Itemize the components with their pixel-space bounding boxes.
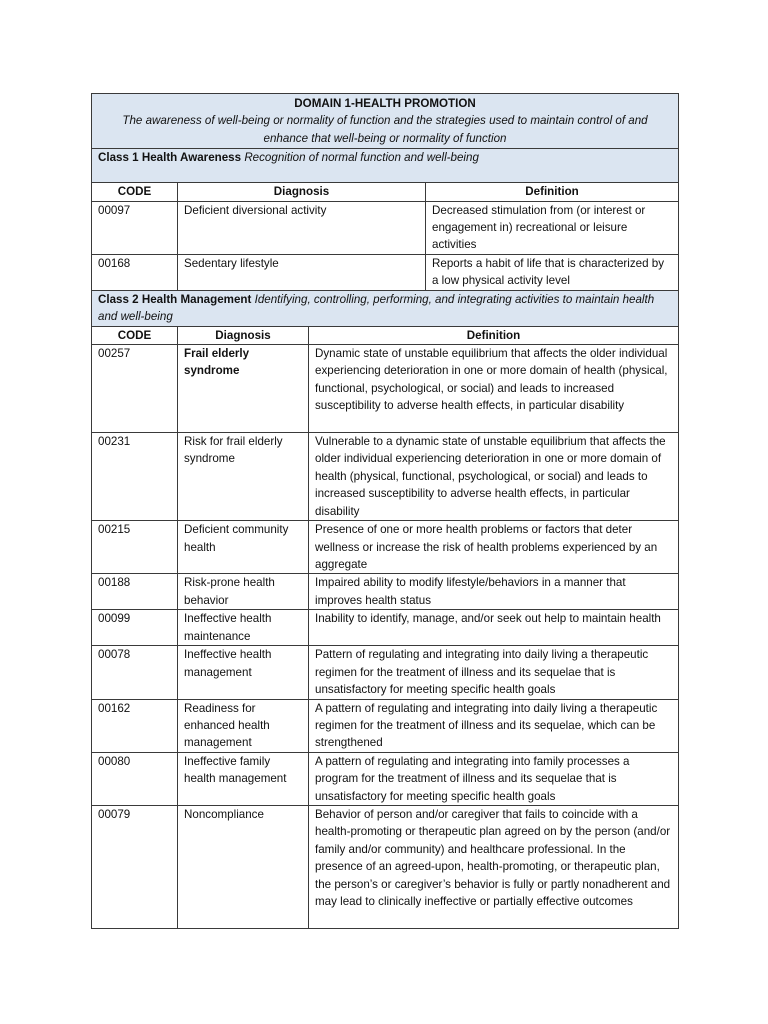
class1-col-definition: Definition <box>426 183 679 201</box>
class2-header <box>92 290 679 326</box>
table-row <box>92 345 679 433</box>
row-definition: Pattern of regulating and integrating into daily living a therapeutic regimen for the treatment of illness and its sequelae that is unsatisfactory for meeting specific health goals <box>309 646 679 699</box>
class1-col-code: CODE <box>92 183 178 201</box>
table-row <box>92 521 679 574</box>
class1-table <box>91 93 679 291</box>
class1-header <box>92 149 679 183</box>
row-diagnosis: Ineffective family health management <box>178 752 309 805</box>
row-definition: Reports a habit of life that is characterized by a low physical activity level <box>426 254 679 290</box>
row-code: 00079 <box>92 805 178 928</box>
class2-col-definition: Definition <box>309 326 679 344</box>
class1-col-diagnosis: Diagnosis <box>178 183 426 201</box>
table-row <box>92 254 679 290</box>
row-code: 00162 <box>92 699 178 752</box>
row-definition: Behavior of person and/or caregiver that fails to coincide with a health-promoting or therapeutic plan agreed on by the person (and/or family and/or community) and healthcare professional. In the presence of an agreed-upon, health-promoting, or therapeutic plan, the person’s or caregiver’s behavior is fully or partly nonadherent and may lead to clinically ineffective or partially effective outcomes <box>309 805 679 928</box>
row-definition: A pattern of regulating and integrating into family processes a program for the treatment of illness and its sequelae that is unsatisfactory for meeting specific health goals <box>309 752 679 805</box>
row-diagnosis: Sedentary lifestyle <box>178 254 426 290</box>
class2-table <box>91 290 679 929</box>
row-definition: Vulnerable to a dynamic state of unstable equilibrium that affects the older individual experiencing deterioration in one or more domain of health (physical, functional, psychological, or social) and leads to increased susceptibility to adverse health effects, in particular disability <box>309 433 679 521</box>
class1-description: Recognition of normal function and well-being <box>244 151 479 165</box>
table-row <box>92 574 679 610</box>
row-diagnosis: Risk for frail elderly syndrome <box>178 433 309 521</box>
domain-description: The awareness of well-being or normality of function and the strategies used to maintain control of and enhance that well-being or normality of function <box>122 114 648 145</box>
row-code: 00097 <box>92 201 178 254</box>
class1-label: Class 1 Health Awareness <box>98 151 242 165</box>
domain-header <box>92 94 679 149</box>
row-diagnosis: Risk-prone health behavior <box>178 574 309 610</box>
table-row <box>92 699 679 752</box>
row-diagnosis: Deficient community health <box>178 521 309 574</box>
nanda-domain-table-page <box>91 93 678 929</box>
table-row <box>92 805 679 928</box>
row-code: 00078 <box>92 646 178 699</box>
table-row <box>92 201 679 254</box>
class2-label: Class 2 Health Management <box>98 292 252 306</box>
row-code: 00215 <box>92 521 178 574</box>
row-definition: A pattern of regulating and integrating into daily living a therapeutic regimen for the treatment of illness and its sequelae, which can be strengthened <box>309 699 679 752</box>
class2-col-diagnosis: Diagnosis <box>178 326 309 344</box>
row-diagnosis: Ineffective health maintenance <box>178 610 309 646</box>
row-definition: Inability to identify, manage, and/or seek out help to maintain health <box>309 610 679 646</box>
table-row <box>92 752 679 805</box>
row-diagnosis: Deficient diversional activity <box>178 201 426 254</box>
table-row <box>92 646 679 699</box>
row-code: 00231 <box>92 433 178 521</box>
table-row <box>92 610 679 646</box>
row-diagnosis: Frail elderly syndrome <box>178 345 309 433</box>
row-definition: Dynamic state of unstable equilibrium that affects the older individual experiencing deterioration in one or more domain of health (physical, functional, psychological, or social) and leads to increased susceptibility to adverse health effects, in particular disability <box>309 345 679 433</box>
row-code: 00168 <box>92 254 178 290</box>
row-diagnosis: Ineffective health management <box>178 646 309 699</box>
row-definition: Presence of one or more health problems or factors that deter wellness or increase the risk of health problems experienced by an aggregate <box>309 521 679 574</box>
row-code: 00099 <box>92 610 178 646</box>
class2-col-code: CODE <box>92 326 178 344</box>
row-code: 00188 <box>92 574 178 610</box>
row-definition: Impaired ability to modify lifestyle/behaviors in a manner that improves health status <box>309 574 679 610</box>
row-definition: Decreased stimulation from (or interest or engagement in) recreational or leisure activities <box>426 201 679 254</box>
domain-title: DOMAIN 1-HEALTH PROMOTION <box>294 97 476 110</box>
row-diagnosis: Readiness for enhanced health management <box>178 699 309 752</box>
row-code: 00080 <box>92 752 178 805</box>
row-diagnosis: Noncompliance <box>178 805 309 928</box>
row-code: 00257 <box>92 345 178 433</box>
class2-description: Identifying, controlling, performing, and integrating activities to maintain health and well-being <box>98 292 655 324</box>
table-row <box>92 433 679 521</box>
